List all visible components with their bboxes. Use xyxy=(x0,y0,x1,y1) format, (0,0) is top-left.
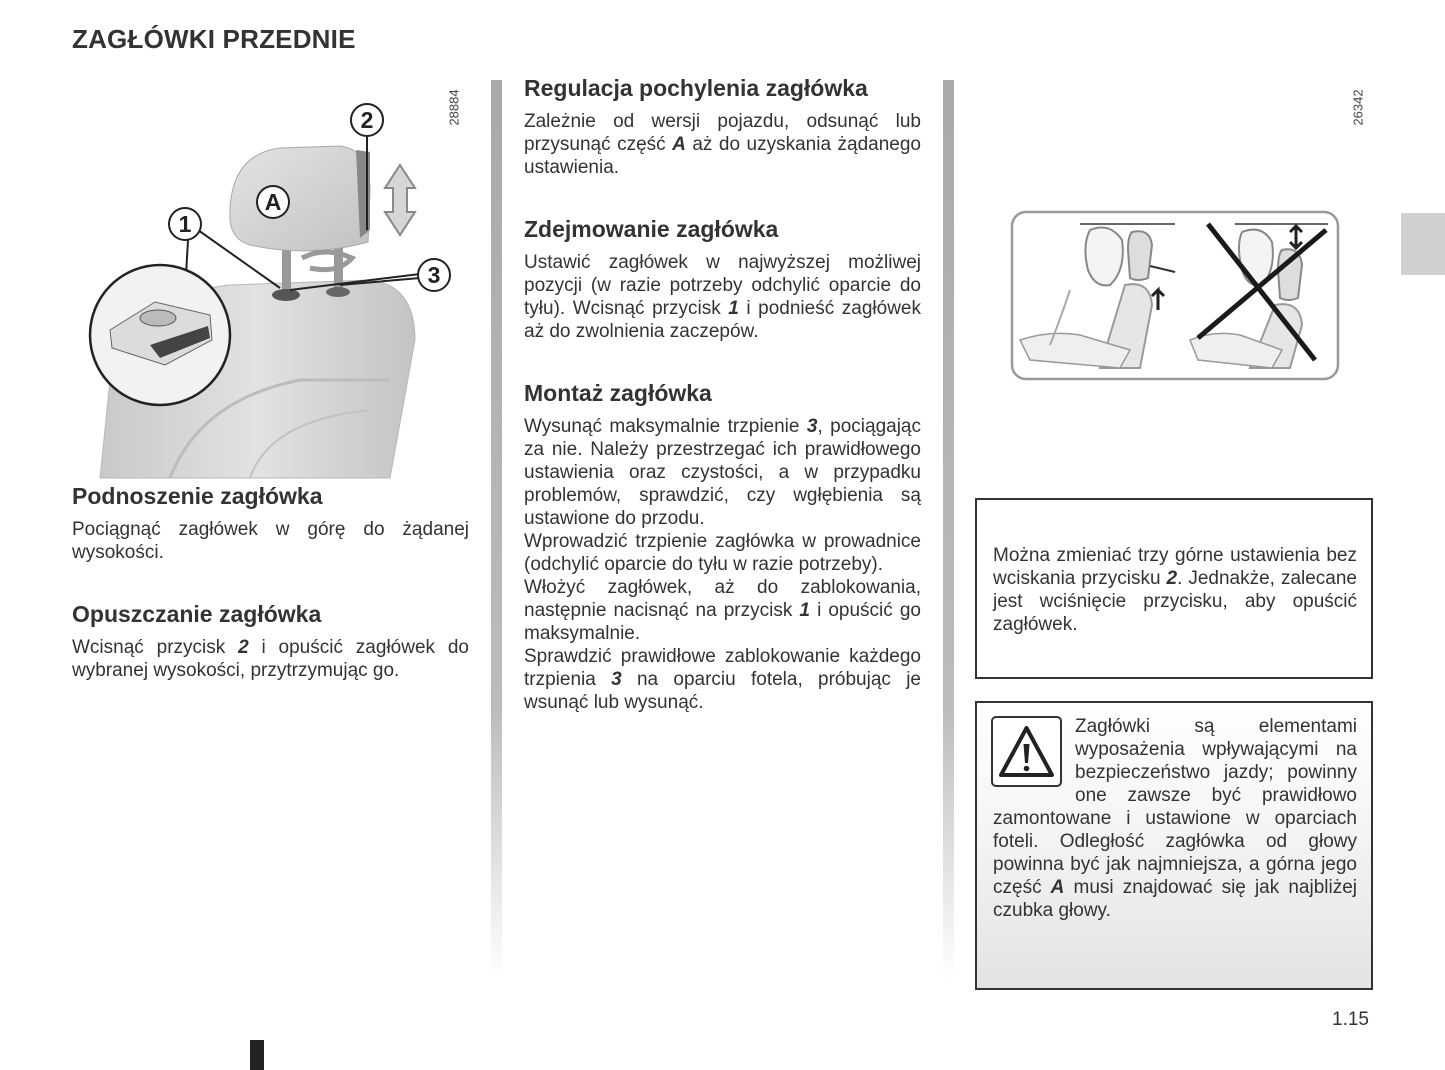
left-column xyxy=(72,482,469,682)
mount-text-1: Wysunąć maksymalnie trzpienie 3, pociągając za nie. Należy przestrzegać ich prawidłowego ustawienia oraz czystości, a w przypadku problemów, sprawdzić, czy wgłębienia są ustawione do przodu. xyxy=(524,416,922,529)
headrest-position-illustration xyxy=(1010,210,1340,382)
callout-3: 3 xyxy=(427,262,441,288)
lower-heading: Opuszczanie zagłówka xyxy=(72,601,322,627)
figure-code-position: 26342 xyxy=(1350,89,1366,126)
callout-1: 1 xyxy=(178,211,192,237)
seat-headrest-illustration xyxy=(70,80,485,480)
mount-text-2: Wprowadzić trzpienie zagłówka w prowadnice (odchylić oparcie do tyłu w razie potrzeby). xyxy=(524,531,921,575)
warning-box xyxy=(975,701,1373,990)
chapter-tab xyxy=(1401,213,1445,275)
page-number: 1.15 xyxy=(1332,1009,1369,1030)
raise-text: Pociągnąć zagłówek w górę do żądanej wysokości. xyxy=(72,519,469,563)
middle-column xyxy=(524,74,921,714)
callout-2: 2 xyxy=(360,107,374,133)
callout-A: A xyxy=(264,189,282,215)
tilt-heading: Regulacja pochylenia zagłówka xyxy=(524,75,868,101)
page-title: ZAGŁÓWKI PRZEDNIE xyxy=(72,24,356,54)
mount-text-4: Sprawdzić prawidłowe zablokowanie każdego trzpienia 3 na oparciu fotela, próbując je wsunąć lub wysunąć. xyxy=(524,646,921,713)
column-divider-left xyxy=(491,80,502,980)
figure-code-seat: 28884 xyxy=(446,89,462,126)
lower-text: Wcisnąć przycisk 2 i opuścić zagłówek do wybranej wysokości, przytrzymując go. xyxy=(72,637,469,681)
tilt-text: Zależnie od wersji pojazdu, odsunąć lub przysunąć część A aż do uzyskania żądanego ustawienia. xyxy=(524,111,921,178)
remove-heading: Zdejmowanie zagłówka xyxy=(524,216,779,242)
note-box xyxy=(975,498,1373,679)
bottom-edge-marker xyxy=(250,1040,264,1070)
mount-heading: Montaż zagłówka xyxy=(524,380,712,406)
note-text: Można zmieniać trzy górne ustawienia bez wciskania przycisku 2. Jednakże, zalecane jest wciśnięcie przycisku, aby opuścić zagłówek. xyxy=(993,545,1357,635)
column-divider-right xyxy=(943,80,954,980)
mount-text-3: Włożyć zagłówek, aż do zablokowania, następnie nacisnąć na przycisk 1 i opuścić go maksymalnie. xyxy=(524,577,921,644)
remove-text: Ustawić zagłówek w najwyższej możliwej pozycji (w razie potrzeby odchylić oparcie do tyłu). Wcisnąć przycisk 1 i podnieść zagłówek aż do zwolnienia zaczepów. xyxy=(524,252,921,342)
raise-heading: Podnoszenie zagłówka xyxy=(72,483,323,509)
warning-text: Zagłówki są elementami wyposażenia wpływającymi na bezpieczeństwo jazdy; powinny one zawsze być prawidłowo zamontowane i ustawione w oparciach foteli. Odległość zagłówka od głowy powinna być jak najmniejsza, a górna jego część A musi znajdować się jak najbliżej czubka głowy. xyxy=(993,716,1357,921)
